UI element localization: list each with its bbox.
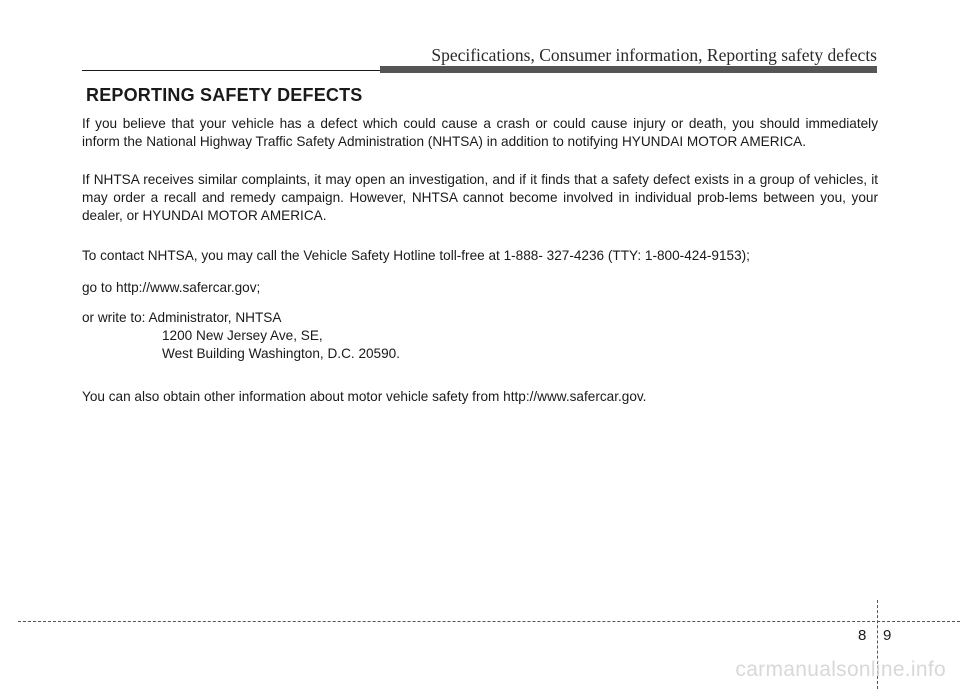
website-line: go to http://www.safercar.gov; (82, 280, 261, 295)
paragraph-investigation: If NHTSA receives similar complaints, it may open an investigation, and if it finds that a safety defect exists in a group of vehicles, it may order a recall and remedy campaign. However, NHTSA cannot become involved in individual prob-lems between you, your dealer, or HYUNDAI MOTOR AMERICA. (82, 172, 878, 223)
mailing-address (82, 309, 878, 363)
chapter-number: 8 (858, 627, 867, 644)
chapter-title: Specifications, Consumer information, Reporting safety defects (431, 45, 877, 65)
paragraph-defect-notice: If you believe that your vehicle has a defect which could cause a crash or could cause injury or death, you should immediately inform the National Highway Traffic Safety Administration (NHTSA) in addition to notifying HYUNDAI MOTOR AMERICA. (82, 116, 878, 149)
page-number: 9 (883, 627, 892, 644)
address-line-street: 1200 New Jersey Ave, SE, (162, 328, 323, 343)
main-content (82, 115, 878, 406)
header-rule-thick (380, 66, 877, 73)
address-line-city: West Building Washington, D.C. 20590. (162, 346, 401, 361)
watermark: carmanualsonline.info (735, 658, 946, 681)
section-title: REPORTING SAFETY DEFECTS (86, 85, 363, 105)
footer-dashed-rule (18, 621, 960, 622)
header-rule-thin (82, 70, 380, 71)
address-intro: or write to: Administrator, NHTSA (82, 310, 282, 325)
contact-hotline-line: To contact NHTSA, you may call the Vehicle Safety Hotline toll-free at 1-888- 327-4236 (TTY: 1-800-424-9153); (82, 248, 750, 263)
closing-line: You can also obtain other information about motor vehicle safety from http://www.safercar.gov. (82, 389, 647, 404)
